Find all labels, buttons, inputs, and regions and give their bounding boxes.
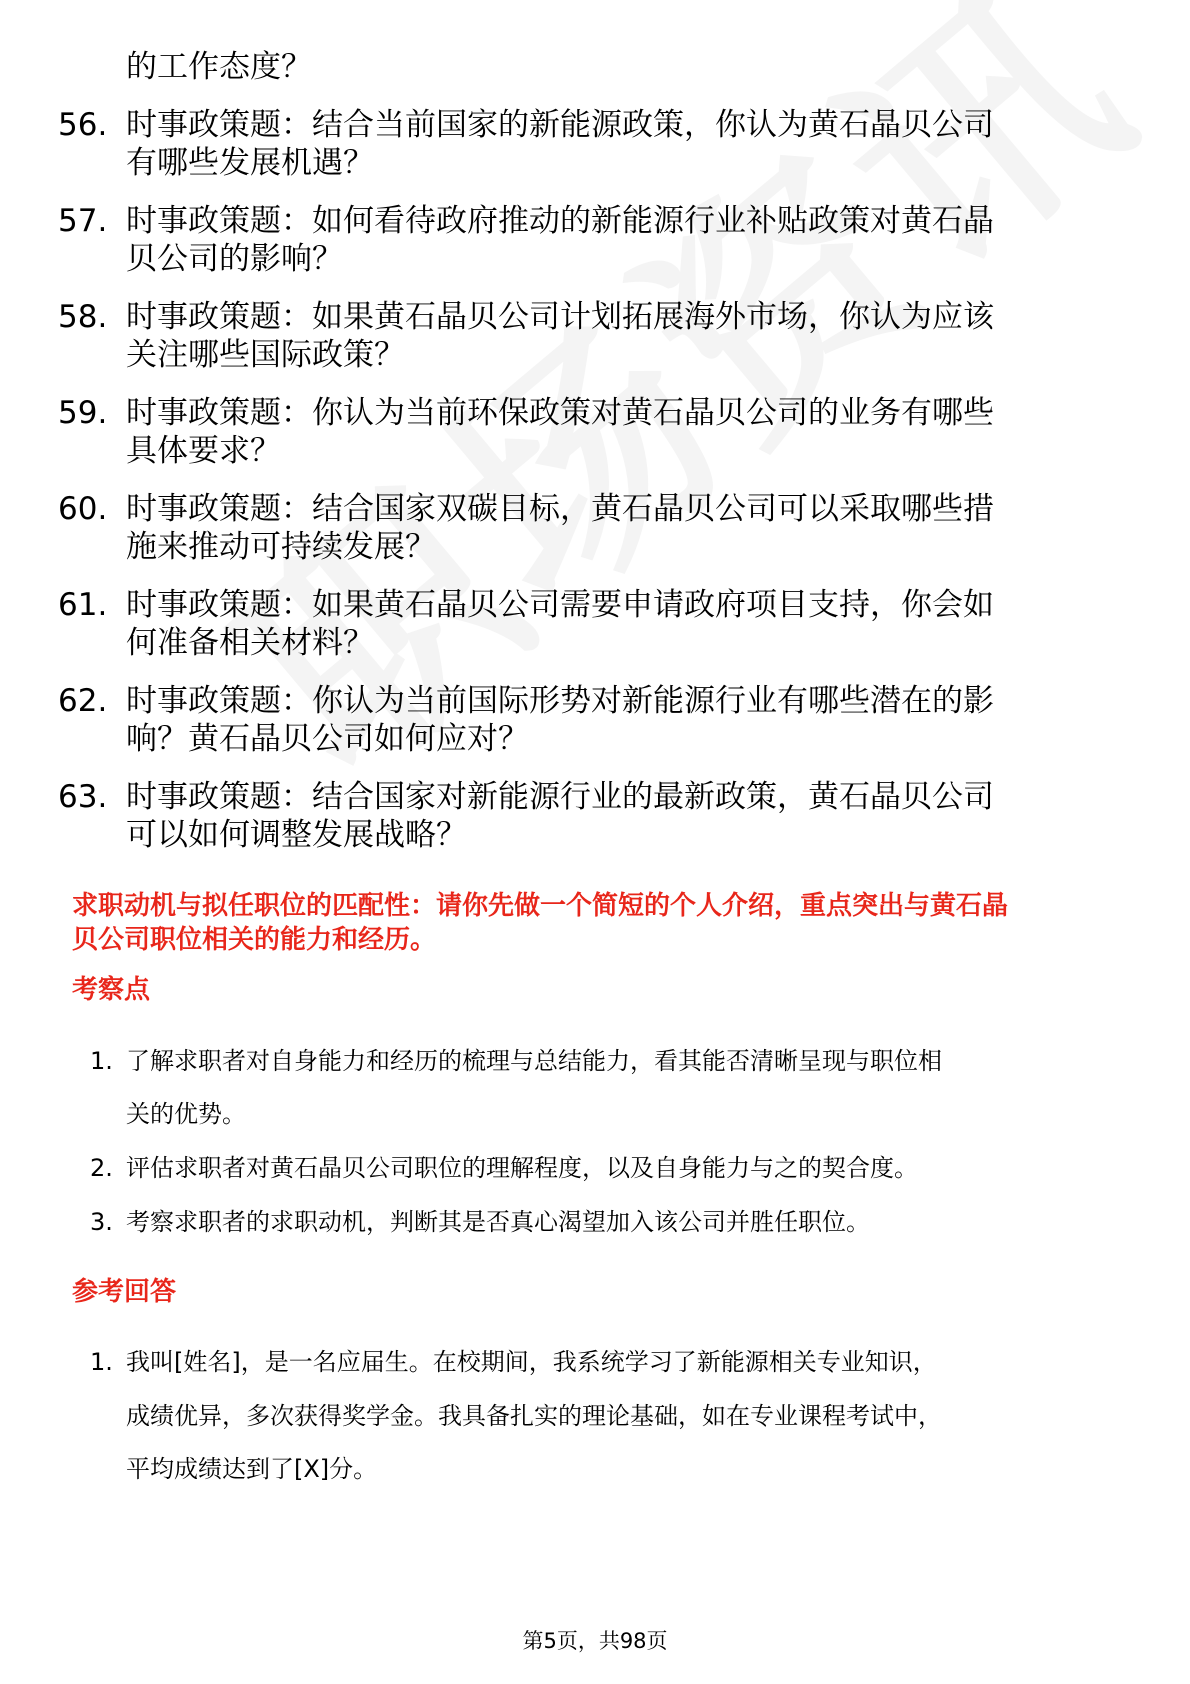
- section-heading: 求职动机与拟任职位的匹配性：请你先做一个简短的个人介绍，重点突出与黄石晶: [72, 891, 1009, 921]
- focus-item-text: 考察求职者的求职动机，判断其是否真心渴望加入该公司并胜任职位。: [126, 1208, 870, 1236]
- answer-item-text: 我叫[姓名]，是一名应届生。在校期间，我系统学习了新能源相关专业知识，: [126, 1348, 937, 1376]
- focus-item-number: 1.: [90, 1047, 113, 1075]
- question-text: 响？黄石晶贝公司如何应对？: [126, 721, 529, 757]
- question-number: 61.: [58, 587, 108, 623]
- question-number: 60.: [58, 491, 108, 527]
- question-text: 具体要求？: [126, 433, 281, 469]
- focus-item-number: 3.: [90, 1208, 113, 1236]
- focus-title: 考察点: [72, 975, 151, 1005]
- question-number: 56.: [58, 107, 108, 143]
- question-number: 59.: [58, 395, 108, 431]
- focus-item-number: 2.: [90, 1154, 113, 1182]
- question-text: 贝公司的影响？: [126, 241, 343, 277]
- question-text: 时事政策题：如果黄石晶贝公司需要申请政府项目支持，你会如: [126, 587, 994, 623]
- answer-item-number: 1.: [90, 1348, 113, 1376]
- question-number: 58.: [58, 299, 108, 335]
- question-text: 时事政策题：结合国家对新能源行业的最新政策，黄石晶贝公司: [126, 779, 994, 815]
- continuation-text: 的工作态度？: [126, 49, 312, 85]
- section-heading: 贝公司职位相关的能力和经历。: [72, 925, 437, 955]
- answer-item-text: 平均成绩达到了[X]分。: [126, 1455, 378, 1483]
- question-text: 关注哪些国际政策？: [126, 337, 405, 373]
- question-text: 时事政策题：如何看待政府推动的新能源行业补贴政策对黄石晶: [126, 203, 994, 239]
- question-text: 何准备相关材料？: [126, 625, 374, 661]
- focus-item-text: 评估求职者对黄石晶贝公司职位的理解程度，以及自身能力与之的契合度。: [126, 1154, 918, 1182]
- question-text: 施来推动可持续发展？: [126, 529, 436, 565]
- question-number: 62.: [58, 683, 108, 719]
- answer-item-text: 成绩优异，多次获得奖学金。我具备扎实的理论基础，如在专业课程考试中，: [126, 1402, 942, 1430]
- question-text: 时事政策题：结合当前国家的新能源政策，你认为黄石晶贝公司: [126, 107, 994, 143]
- question-text: 有哪些发展机遇？: [126, 145, 374, 181]
- question-number: 63.: [58, 779, 108, 815]
- focus-item-text: 了解求职者对自身能力和经历的梳理与总结能力，看其能否清晰呈现与职位相: [126, 1047, 942, 1075]
- question-text: 时事政策题：如果黄石晶贝公司计划拓展海外市场，你认为应该: [126, 299, 994, 335]
- answer-title: 参考回答: [72, 1277, 177, 1307]
- focus-item-text: 关的优势。: [126, 1100, 246, 1128]
- question-text: 可以如何调整发展战略？: [126, 817, 467, 853]
- question-text: 时事政策题：你认为当前环保政策对黄石晶贝公司的业务有哪些: [126, 395, 994, 431]
- question-text: 时事政策题：你认为当前国际形势对新能源行业有哪些潜在的影: [126, 683, 994, 719]
- page-footer: 第5页，共98页: [522, 1629, 668, 1653]
- question-text: 时事政策题：结合国家双碳目标，黄石晶贝公司可以采取哪些措: [126, 491, 994, 527]
- question-number: 57.: [58, 203, 108, 239]
